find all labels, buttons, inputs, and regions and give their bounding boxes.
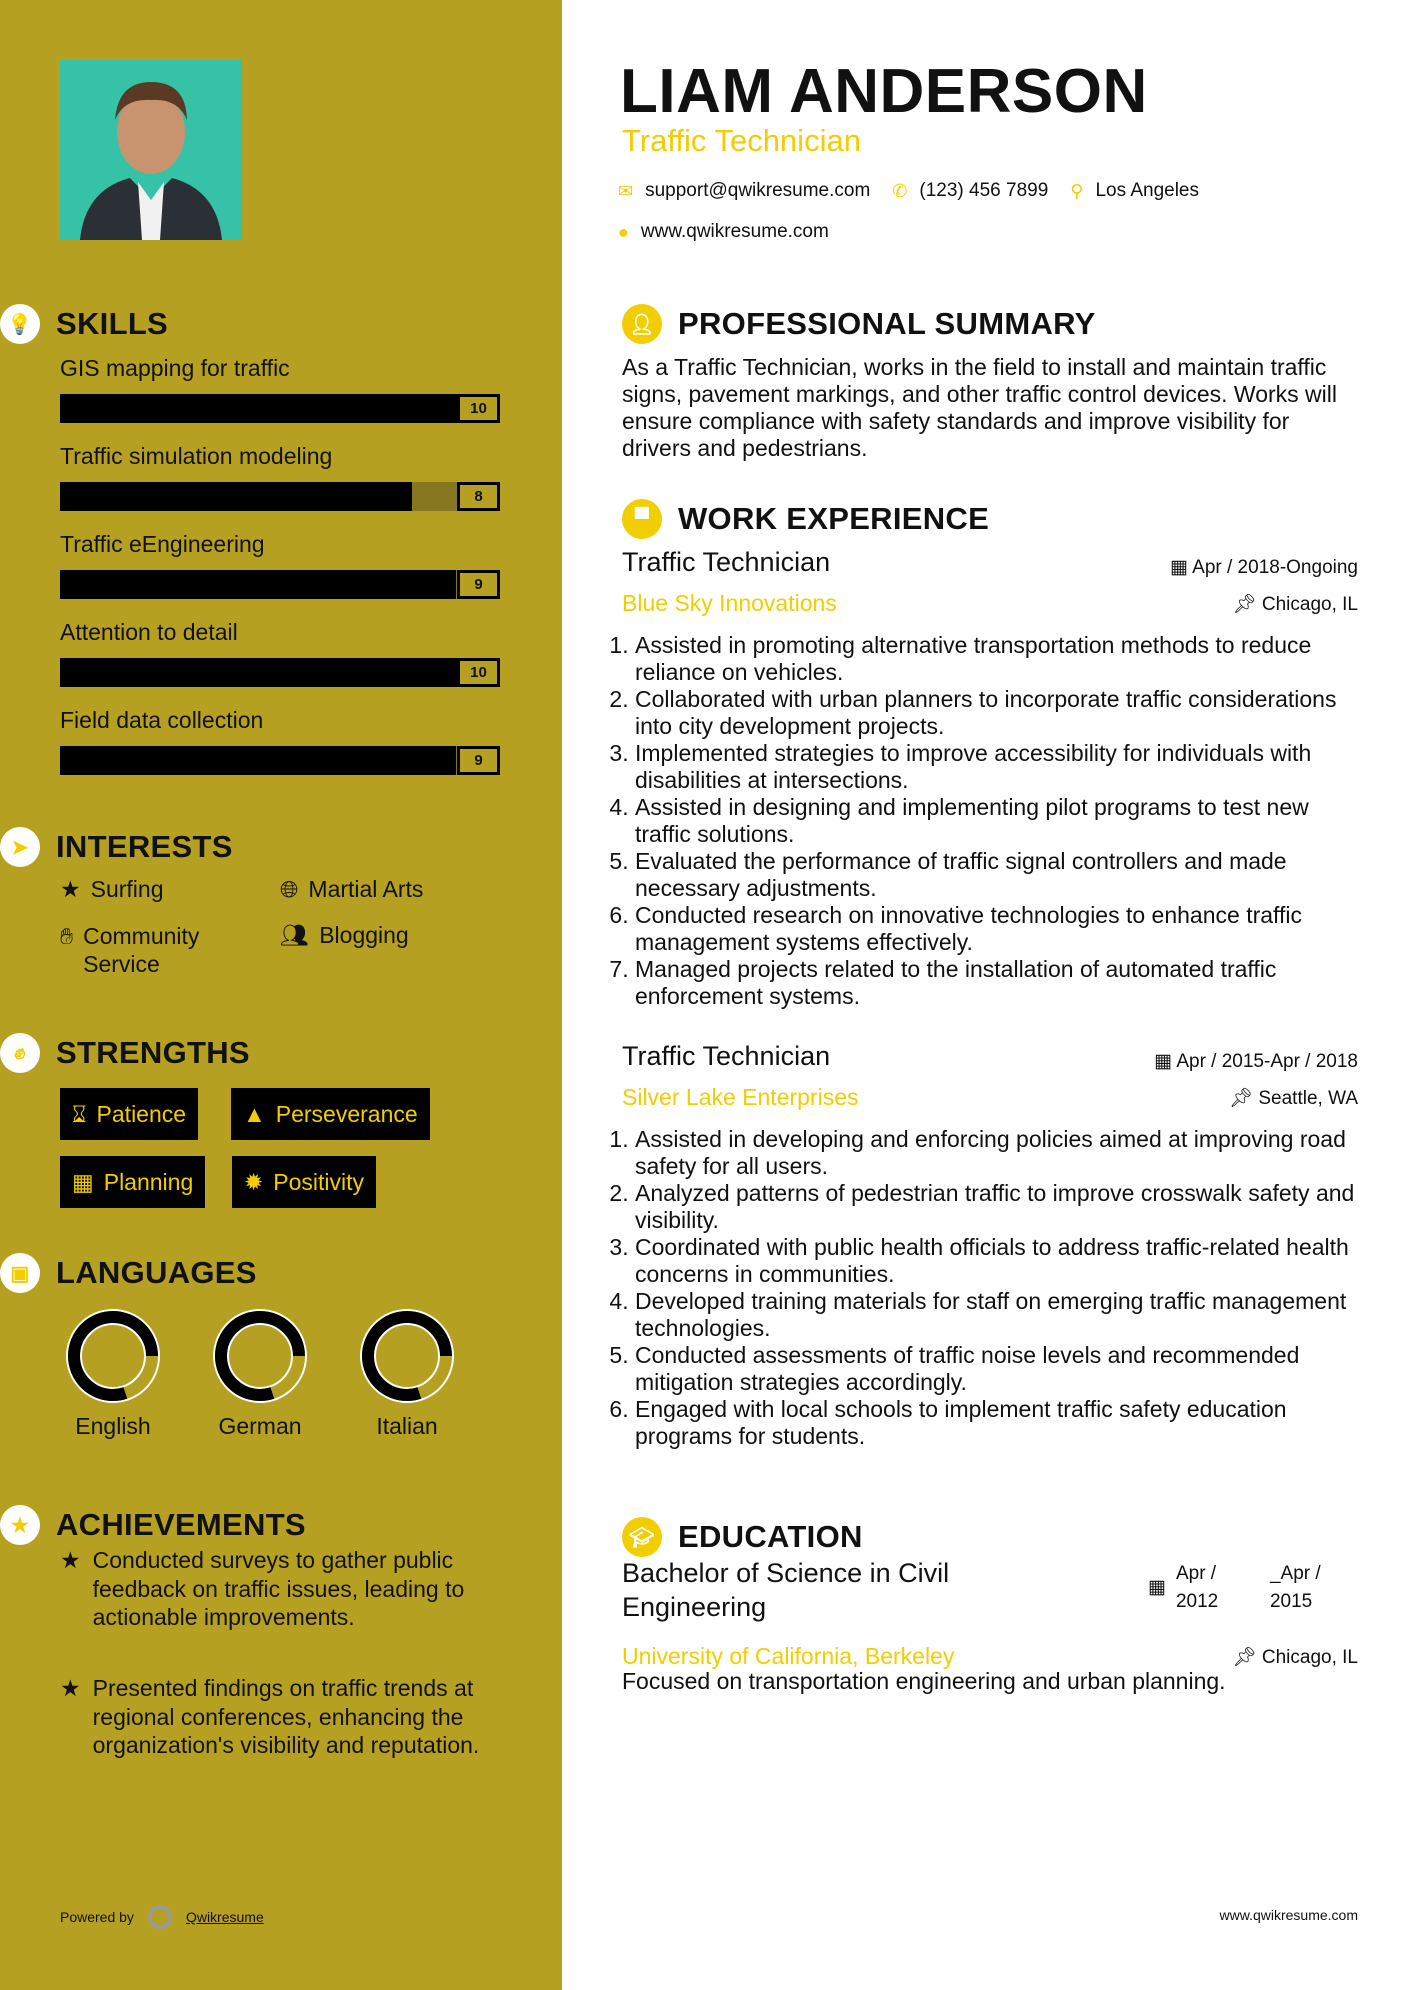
chair-icon: ▀ <box>622 499 662 539</box>
education-description: Focused on transportation engineering and urban planning. <box>622 1668 1226 1694</box>
graduation-cap-icon: 🎓︎ <box>622 1517 662 1557</box>
job-bullet: 6. Conducted research on innovative technologies to enhance traffic management systems effectively. <box>635 902 1357 956</box>
job-bullet: 1. Assisted in promoting alternative transportation methods to reduce reliance on vehicles. <box>635 632 1357 686</box>
job-bullet: 4. Developed training materials for staff on emerging traffic management technologies. <box>635 1288 1357 1342</box>
candidate-name: LIAM ANDERSON <box>620 57 1148 126</box>
skills-heading: 💡 SKILLS <box>0 304 168 344</box>
interest-item: 🌐︎ Martial Arts <box>280 876 424 902</box>
footer-website: www.qwikresume.com <box>1219 1907 1358 1923</box>
pushpin-icon: 📌︎ <box>1232 594 1262 615</box>
skill-label: Attention to detail <box>60 619 238 645</box>
interests-heading: ➤ INTERESTS <box>0 827 233 867</box>
achievement-item: ★ Presented findings on traffic trends at regional conferences, enhancing the organization's visibility and reputation. <box>60 1675 480 1758</box>
fist-icon: ✊︎ <box>0 1033 40 1073</box>
globe-icon: 🌐︎ <box>280 876 299 902</box>
skill-bar-fill <box>60 658 500 687</box>
language-label: English <box>75 1413 151 1439</box>
skill-bar <box>60 394 500 423</box>
strengths-heading: ✊︎ STRENGTHS <box>0 1033 250 1073</box>
job-bullet: 7. Managed projects related to the installation of automated traffic enforcement systems. <box>635 956 1357 1010</box>
pushpin-icon: 📌︎ <box>1232 1647 1262 1668</box>
stars-icon: ★ <box>60 1675 81 1701</box>
powered-by: Powered by Qwikresume <box>60 1905 264 1929</box>
strength-badge: ⌛︎ Patience <box>60 1088 198 1140</box>
achievement-item: ★ Conducted surveys to gather public feedback on traffic issues, leading to actionable improvements. <box>60 1547 465 1630</box>
interest-item: ✋︎ Community Service <box>60 923 200 977</box>
skill-bar-fill <box>60 394 500 423</box>
interest-item: ★ Surfing <box>60 876 164 902</box>
job-location: 📌︎ Chicago, IL <box>1232 594 1358 615</box>
skill-label: Field data collection <box>60 707 264 733</box>
phone-icon: ✆ <box>892 180 908 201</box>
calendar-icon: ▦ <box>1148 1577 1166 1598</box>
qwikresume-logo-icon <box>148 1905 172 1929</box>
skill-score: 10 <box>457 394 500 423</box>
job-bullets <box>617 1126 1357 1450</box>
star-badge-icon: ★ <box>0 1505 40 1545</box>
website-row <box>618 221 829 243</box>
stars-icon: ★ <box>60 1547 81 1573</box>
calendar-icon: ▦ <box>72 1168 94 1195</box>
degree: Bachelor of Science in Civil Engineering <box>622 1558 950 1622</box>
achievements-heading: ★ ACHIEVEMENTS <box>0 1505 306 1545</box>
paper-plane-icon: ➤ <box>0 827 40 867</box>
user-icon: 👤︎ <box>622 304 662 344</box>
skill-score: 8 <box>457 482 500 511</box>
hand-icon: ✋︎ <box>60 923 74 949</box>
job-bullet: 6. Engaged with local schools to implement traffic safety education programs for students. <box>635 1396 1357 1450</box>
education-dates: ▦ Apr / 2012 _Apr / 2015 <box>1148 1560 1330 1616</box>
job-bullet: 5. Evaluated the performance of traffic signal controllers and made necessary adjustments. <box>635 848 1357 902</box>
interest-item: 👥︎ Blogging <box>280 922 409 948</box>
skill-bar-fill <box>60 746 456 775</box>
job-dates: ▦ Apr / 2018-Ongoing <box>1169 557 1358 578</box>
lightbulb-icon: 💡 <box>0 304 40 344</box>
skill-bar <box>60 570 500 599</box>
work-heading: ▀ WORK EXPERIENCE <box>622 499 989 539</box>
profile-photo <box>60 60 242 240</box>
skill-score: 10 <box>457 658 500 687</box>
job-bullet: 3. Implemented strategies to improve accessibility for individuals with disabilities at intersections. <box>635 740 1357 794</box>
users-icon: 👥︎ <box>280 922 310 948</box>
job-bullets <box>617 632 1357 1010</box>
job-location: 📌︎ Seattle, WA <box>1228 1088 1358 1109</box>
company: Silver Lake Enterprises <box>622 1084 859 1110</box>
job-bullet: 2. Analyzed patterns of pedestrian traffic to improve crosswalk safety and visibility. <box>635 1180 1357 1234</box>
skill-score: 9 <box>457 570 500 599</box>
language-donut <box>63 1306 163 1406</box>
job-title: Traffic Technician <box>622 547 831 577</box>
skill-bar-fill <box>60 570 456 599</box>
summary-text: As a Traffic Technician, works in the field to install and maintain traffic signs, pavement markings, and other traffic control devices. Works will ensure compliance with safety standards and improve visibility for drivers and pedestrians. <box>622 354 1337 461</box>
skill-bar-fill <box>60 482 412 511</box>
calendar-icon: ▦ <box>1169 557 1193 578</box>
skill-bar <box>60 658 500 687</box>
language-donut <box>210 1306 310 1406</box>
skill-bar <box>60 482 500 511</box>
language-label: Italian <box>376 1413 438 1439</box>
job-bullet: 3. Coordinated with public health officials to address traffic-related health concerns in communities. <box>635 1234 1357 1288</box>
job-title: Traffic Technician <box>622 1041 831 1071</box>
strength-badge: ✹ Positivity <box>232 1156 376 1208</box>
languages-heading: ▣ LANGUAGES <box>0 1253 257 1293</box>
education-location: 📌︎ Chicago, IL <box>1232 1647 1358 1668</box>
language-donut <box>357 1306 457 1406</box>
hourglass-icon: ⌛︎ <box>72 1100 87 1127</box>
contact-row <box>618 180 1199 202</box>
job-bullet: 5. Conducted assessments of traffic noise levels and recommended mitigation strategies accordingly. <box>635 1342 1357 1396</box>
envelope-icon: ✉ <box>618 180 634 201</box>
phone: (123) 456 7899 <box>919 180 1049 201</box>
skill-label: GIS mapping for traffic <box>60 355 290 381</box>
location: Los Angeles <box>1095 180 1199 201</box>
star-icon: ★ <box>60 876 81 902</box>
summary-heading: 👤︎ PROFESSIONAL SUMMARY <box>622 304 1096 344</box>
job-bullet: 1. Assisted in developing and enforcing policies aimed at improving road safety for all users. <box>635 1126 1357 1180</box>
strength-badge: ▦ Planning <box>60 1156 205 1208</box>
website[interactable]: www.qwikresume.com <box>640 221 829 242</box>
skill-label: Traffic simulation modeling <box>60 443 333 469</box>
globe-icon: ● <box>618 221 629 242</box>
education-heading: 🎓︎ EDUCATION <box>622 1517 863 1557</box>
sun-icon: ✹ <box>244 1168 264 1195</box>
skill-label: Traffic eEngineering <box>60 531 265 557</box>
skill-bar <box>60 746 500 775</box>
company: Blue Sky Innovations <box>622 590 837 616</box>
qwikresume-link[interactable]: Qwikresume <box>185 1909 264 1925</box>
email[interactable]: support@qwikresume.com <box>645 180 871 201</box>
calendar-icon: ▦ <box>1154 1051 1177 1072</box>
pushpin-icon: 📌︎ <box>1228 1088 1259 1109</box>
map-pin-icon: ⚲ <box>1070 180 1084 201</box>
school: University of California, Berkeley <box>622 1643 955 1669</box>
strength-badge: ▲ Perseverance <box>231 1088 430 1140</box>
road-icon: ▲ <box>243 1100 266 1127</box>
skill-score: 9 <box>457 746 500 775</box>
job-dates: ▦ Apr / 2015-Apr / 2018 <box>1154 1051 1358 1072</box>
language-label: German <box>218 1413 302 1439</box>
job-bullet: 2. Collaborated with urban planners to incorporate traffic considerations into city development projects. <box>635 686 1357 740</box>
id-card-icon: ▣ <box>0 1253 40 1293</box>
job-title: Traffic Technician <box>622 123 861 158</box>
job-bullet: 4. Assisted in designing and implementing pilot programs to test new traffic solutions. <box>635 794 1357 848</box>
